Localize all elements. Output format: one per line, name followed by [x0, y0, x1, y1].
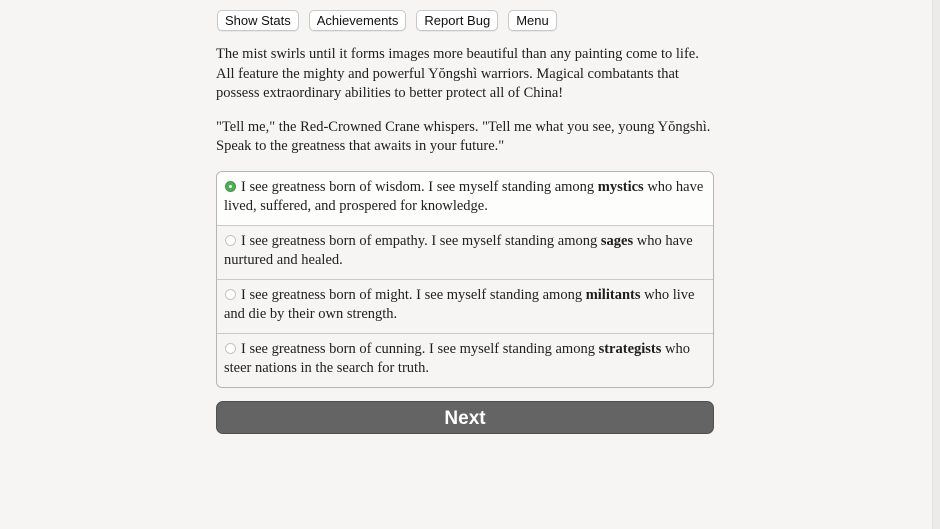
toolbar — [217, 10, 714, 31]
choice-option-militants[interactable] — [217, 279, 713, 333]
choice-text: I see greatness born of empathy. I see myself standing among — [241, 232, 601, 249]
choice-text: who have lived, suffered, and prospered for knowledge. — [224, 178, 704, 214]
choice-keyword: militants — [585, 286, 641, 303]
report-bug-button[interactable]: Report Bug — [416, 10, 498, 31]
choice-text: I see greatness born of might. I see myself standing among — [241, 286, 586, 303]
story-text — [216, 45, 714, 157]
story-paragraph-2: "Tell me," the Red-Crowned Crane whispers. "Tell me what you see, young Yŏngshì. Speak to the greatness that awaits in your future." — [216, 118, 711, 154]
achievements-button[interactable]: Achievements — [309, 10, 407, 31]
choice-text: who live and die by their own strength. — [224, 286, 695, 322]
radio-unselected-icon[interactable] — [225, 343, 236, 354]
choice-text: I see greatness born of cunning. I see myself standing among — [241, 340, 599, 357]
next-button[interactable]: Next — [216, 401, 714, 434]
radio-selected-icon[interactable] — [225, 181, 236, 192]
choice-list — [216, 171, 714, 388]
story-paragraph-1: The mist swirls until it forms images more beautiful than any painting come to life. All feature the mighty and powerful Yŏngshì warriors. Magical combatants that possess extraordinary abilities to better protect all of China! — [216, 46, 699, 101]
choice-text: I see greatness born of wisdom. I see myself standing among — [241, 178, 598, 195]
show-stats-button[interactable]: Show Stats — [217, 10, 299, 31]
game-content — [216, 10, 714, 434]
choice-keyword: strategists — [598, 340, 662, 357]
choice-option-sages[interactable] — [217, 225, 713, 279]
radio-unselected-icon[interactable] — [225, 289, 236, 300]
choice-keyword: sages — [600, 232, 634, 249]
choice-keyword: mystics — [597, 178, 644, 195]
choice-text: who steer nations in the search for truth. — [224, 340, 691, 376]
page-scrollbar[interactable] — [932, 0, 940, 529]
menu-button[interactable]: Menu — [508, 10, 557, 31]
choice-option-strategists[interactable] — [217, 333, 713, 387]
choice-text: who have nurtured and healed. — [224, 232, 693, 268]
choice-option-mystics[interactable] — [217, 172, 713, 225]
radio-unselected-icon[interactable] — [225, 235, 236, 246]
